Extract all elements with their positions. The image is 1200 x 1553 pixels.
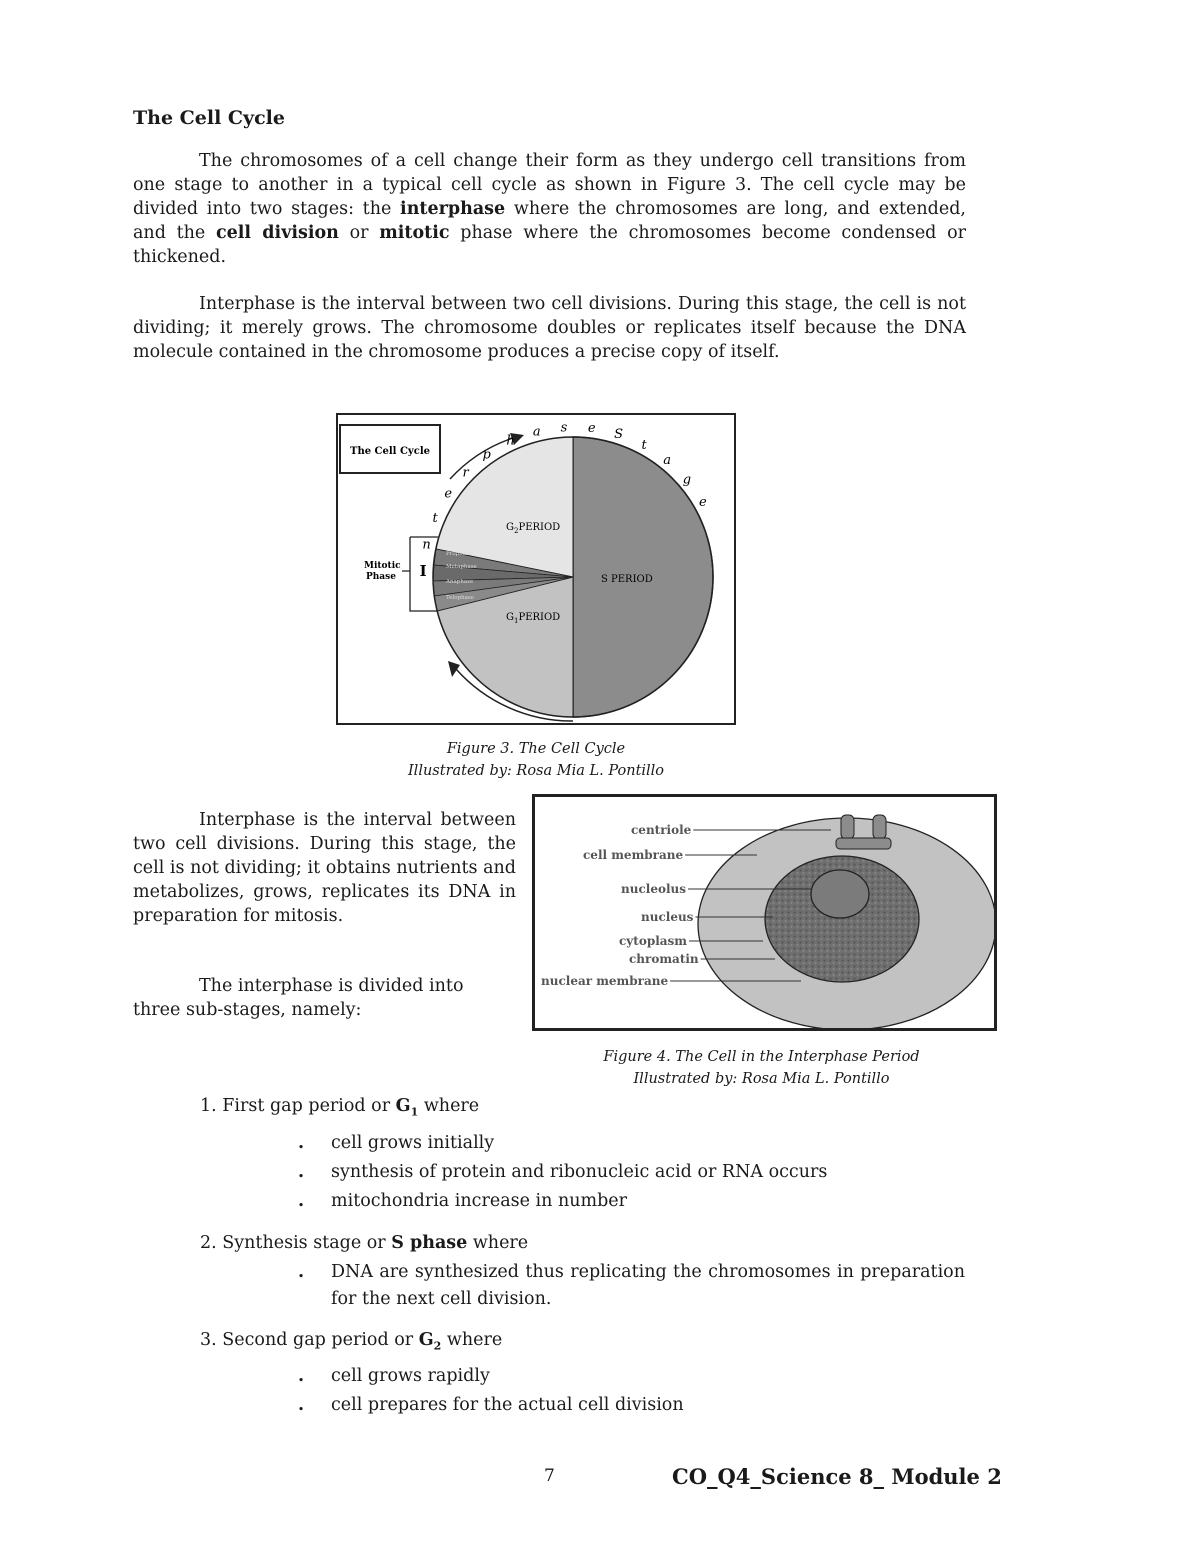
diagram-label: The Cell Cycle <box>350 446 430 457</box>
cell-part-label: cell membrane <box>583 848 684 862</box>
figure3-caption: Figure 3. The Cell Cycle Illustrated by: Rosa Mia L. Pontillo <box>407 741 665 779</box>
interphase-letter: r <box>462 465 469 481</box>
interphase-cell-diagram <box>535 797 994 1028</box>
cell-part-label: nuclear membrane <box>541 974 669 988</box>
mitotic-label: Phase <box>366 572 396 582</box>
bullet-item: . DNA are synthesized thus replicating the chromosomes in preparation for the next cell division. <box>298 1261 965 1309</box>
figure4-caption: Figure 4. The Cell in the Interphase Period Illustrated by: Rosa Mia L. Pontillo <box>603 1049 920 1087</box>
cell-part-label: nucleolus <box>621 882 686 896</box>
s-period-label: S PERIOD <box>601 574 653 585</box>
interphase-letter: e <box>587 421 596 437</box>
term-cell-division: cell division <box>215 223 339 243</box>
list-item: 1. First gap period or $G_1$ where <box>200 1096 480 1119</box>
interphase-paragraph: Interphase is the interval between two cell divisions. During this stage, the cell is not dividing; it merely grows. The chromosome doubles or replicates itself because the DNA molecule contained in the chromosome produces a precise copy of itself. <box>133 294 966 362</box>
phase-label: Anaphase <box>446 579 474 585</box>
intro-paragraph: The chromosomes of a cell change their form as they undergo cell transitions from one stage to another in a typical cell cycle as shown in Figure 3. The cell cycle may be divided into two stages: the interphase where the chromosomes are long, and extended, and the cell division or mitotic phase where the chromosomes become condensed or thickened. <box>133 151 966 267</box>
interphase-letter: g <box>682 472 692 488</box>
module-code: CO_Q4_Science 8_ Module 2 <box>672 1464 1002 1489</box>
interphase-letter: S <box>614 427 624 443</box>
bullet-item: . cell prepares for the actual cell division <box>298 1395 684 1415</box>
section-title: The Cell Cycle <box>133 107 285 129</box>
bullet-item: . mitochondria increase in number <box>298 1190 628 1211</box>
interphase-letter: a <box>663 453 671 469</box>
g1-label: $G_1PERIOD$ <box>506 612 561 625</box>
interphase-letter: h <box>506 433 515 449</box>
cell-part-label: nucleus <box>641 910 694 924</box>
bullet-item: . synthesis of protein and ribonucleic acid or RNA occurs <box>298 1161 828 1182</box>
term-interphase: interphase <box>400 199 506 219</box>
substage-list <box>200 1094 970 1420</box>
nucleolus-shape <box>811 870 869 918</box>
bullet-item: . cell grows rapidly <box>298 1366 490 1386</box>
cell-part-label: centriole <box>631 823 692 837</box>
side-paragraph-2: The interphase is divided into three sub-stages, namely: <box>133 976 464 1020</box>
list-item: 2. Synthesis stage or S phase where <box>200 1232 529 1253</box>
interphase-letter: I <box>419 561 427 580</box>
g2-label: $G_2PERIOD$ <box>506 522 561 535</box>
interphase-letter: t <box>641 437 647 453</box>
side-paragraph-1: Interphase is the interval between two cell divisions. During this stage, the cell is not dividing; it obtains nutrients and metabolizes, grows, replicates its DNA in preparation for mitosis. <box>133 810 516 926</box>
phase-label: Prophase <box>446 551 473 557</box>
phase-label: Metaphase <box>446 564 477 570</box>
figure-interphase-cell <box>532 794 997 1031</box>
cell-cycle-diagram <box>338 415 734 723</box>
figure-cell-cycle <box>336 413 736 725</box>
cell-part-label: cytoplasm <box>619 934 688 948</box>
list-item: 3. Second gap period or $G_2$ where <box>200 1329 503 1352</box>
term-mitotic: mitotic <box>379 223 450 243</box>
mitotic-label: Mitotic <box>364 561 401 571</box>
cell-part-label: chromatin <box>629 952 699 966</box>
phase-label: Telophase <box>446 595 474 601</box>
interphase-letter: p <box>482 447 491 463</box>
interphase-letter: a <box>532 424 541 440</box>
interphase-letter: e <box>699 495 707 510</box>
interphase-letter: n <box>422 537 431 553</box>
bullet-item: . cell grows initially <box>298 1132 495 1153</box>
interphase-letter: e <box>444 486 453 502</box>
interphase-letter: s <box>560 420 568 436</box>
interphase-letter: t <box>432 511 438 526</box>
page-number: 7 <box>544 1466 555 1486</box>
